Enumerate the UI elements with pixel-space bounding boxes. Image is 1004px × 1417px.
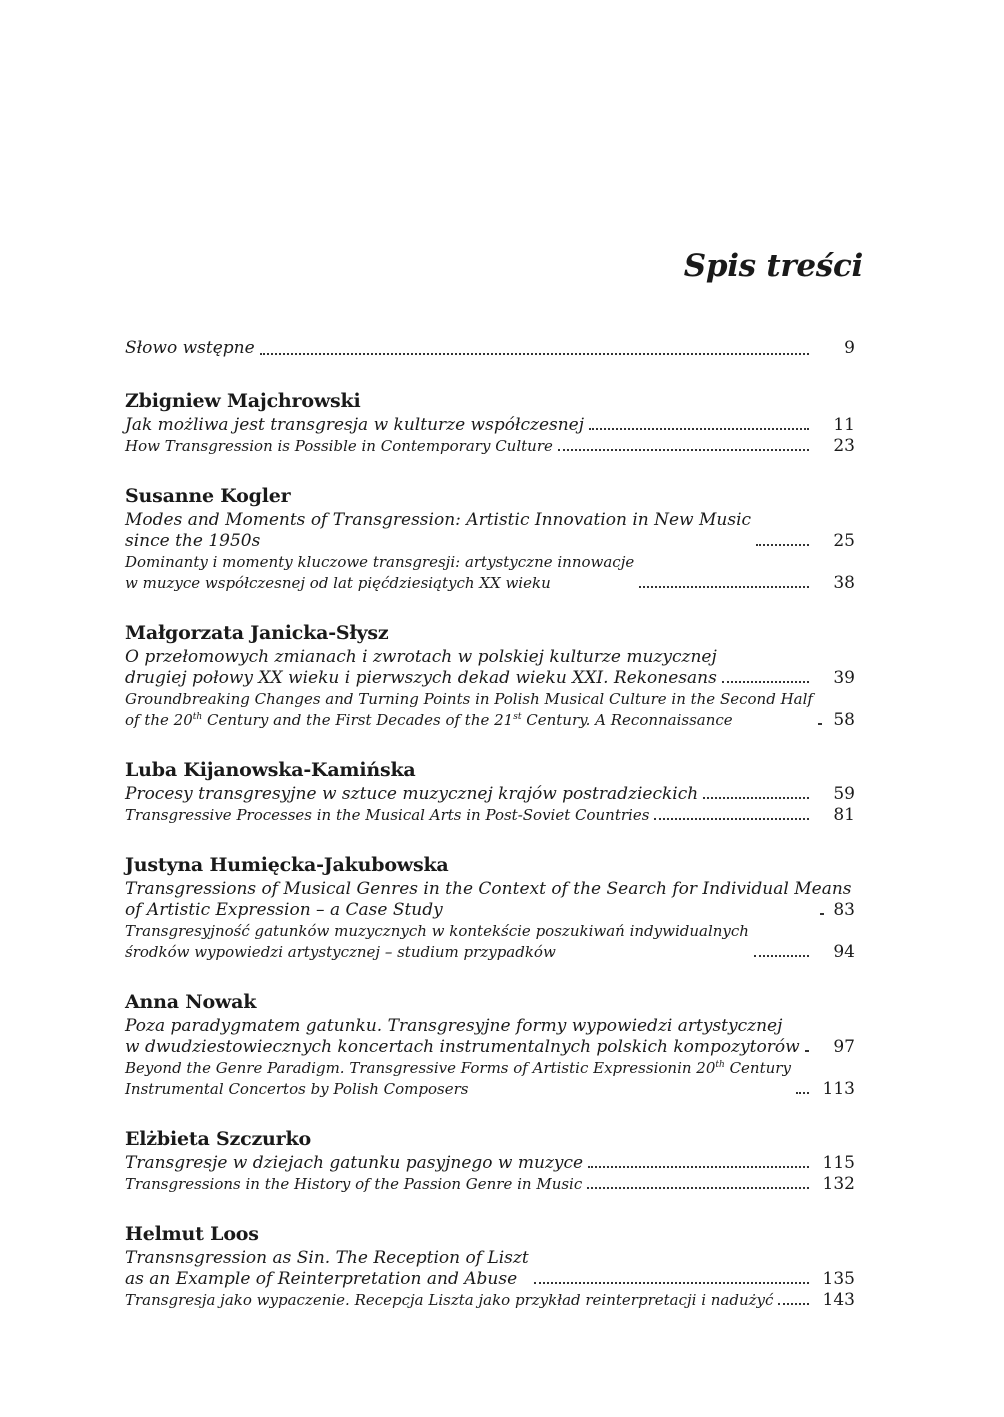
toc-entry-line: Jak możliwa jest transgresja w kulturze współczesnej [125, 415, 585, 435]
section-author: Anna Nowak [125, 991, 257, 1013]
toc-page-number: 9 [844, 338, 855, 358]
dot-leader [754, 955, 809, 957]
section-author: Luba Kijanowska-Kamińska [125, 759, 416, 781]
toc-entry[interactable] [125, 436, 855, 457]
toc-entry-title [125, 510, 751, 552]
toc-entry-line: Transgresja jako wypaczenie. Recepcja Liszta jako przykład reinterpretacji i nadużyć [125, 1291, 774, 1309]
dot-leader [587, 1187, 809, 1189]
toc-entry-title [125, 1058, 791, 1100]
section-author: Justyna Humięcka-Jakubowska [125, 854, 449, 876]
toc-entry-title [125, 784, 698, 805]
toc-entry-line: Transgressions in the History of the Passion Genre in Music [125, 1175, 583, 1193]
toc-entry-title [125, 1290, 773, 1311]
toc-section [125, 1125, 855, 1195]
toc-entry-line: Transnsgression as Sin. The Reception of Liszt [125, 1248, 529, 1268]
toc-entry-line: środków wypowiedzi artystycznej – studium przypadków [125, 943, 556, 961]
toc-section [125, 1220, 855, 1311]
dot-leader [558, 449, 809, 451]
toc-section [125, 988, 855, 1100]
toc-page-number: 97 [833, 1037, 855, 1057]
toc-entry[interactable] [125, 1248, 855, 1290]
toc-entry[interactable] [125, 647, 855, 689]
section-author: Elżbieta Szczurko [125, 1128, 311, 1150]
page-title: Spis treści [683, 248, 863, 284]
toc-entry[interactable] [125, 879, 855, 921]
toc-page-number: 25 [833, 531, 855, 551]
toc-entry[interactable] [125, 1174, 855, 1195]
toc-entry-line: Dominanty i momenty kluczowe transgresji: artystyczne innowacje [125, 553, 635, 571]
dot-leader [588, 1166, 809, 1168]
toc-page-number: 38 [833, 573, 855, 593]
dot-leader [805, 1050, 809, 1052]
dot-leader [589, 428, 809, 430]
toc-intro [125, 335, 855, 361]
toc-page-number: 113 [822, 1079, 855, 1099]
toc-entry-line: Procesy transgresyjne w sztuce muzycznej krajów postradzieckich [125, 784, 699, 804]
toc-page-number: 59 [833, 784, 855, 804]
toc-section [125, 387, 855, 457]
toc-entry[interactable] [125, 335, 855, 361]
toc-entry-title [125, 1174, 582, 1195]
toc-page-number: 83 [833, 900, 855, 920]
toc-entry[interactable] [125, 510, 855, 552]
section-author: Małgorzata Janicka-Słysz [125, 622, 389, 644]
toc-entry-title [125, 689, 813, 731]
toc-page-number: 115 [822, 1153, 855, 1173]
toc-page-number: 143 [822, 1290, 855, 1310]
toc-page-number: 58 [833, 710, 855, 730]
toc-entry-line: Transgressive Processes in the Musical Arts in Post-Soviet Countries [125, 806, 650, 824]
toc-entry-title [125, 647, 717, 689]
toc-entry-line: w dwudziestowiecznych koncertach instrumentalnych polskich kompozytorów [125, 1037, 800, 1057]
toc-entry-title [125, 415, 584, 436]
toc-entry-line: Transgresje w dziejach gatunku pasyjnego w muzyce [125, 1153, 584, 1173]
toc-entry-line: w muzyce współczesnej od lat pięćdziesiątych XX wieku [125, 574, 551, 592]
toc-entry-line: of Artistic Expression – a Case Study [125, 900, 443, 920]
toc-entry-line: Instrumental Concertos by Polish Composers [125, 1080, 469, 1098]
toc-section [125, 756, 855, 826]
toc-entry-line: Transgressions of Musical Genres in the Context of the Search for Individual Means [125, 879, 852, 899]
dot-leader [722, 681, 809, 683]
toc-entry-line: O przełomowych zmianach i zwrotach w polskiej kulturze muzycznej [125, 647, 717, 667]
table-of-contents [125, 335, 855, 1336]
dot-leader [796, 1092, 809, 1094]
toc-entry[interactable] [125, 1016, 855, 1058]
toc-entry-line: How Transgression is Possible in Contemporary Culture [125, 437, 553, 455]
toc-entry-line: Transgresyjność gatunków muzycznych w kontekście poszukiwań indywidualnych [125, 922, 749, 940]
toc-entry-line: of the 20th Century and the First Decades of the 21st Century. A Reconnaissance [125, 711, 733, 729]
toc-entry-title [125, 921, 749, 963]
dot-leader [639, 586, 809, 588]
section-author: Zbigniew Majchrowski [125, 390, 361, 412]
toc-entry-line: Beyond the Genre Paradigm. Transgressive Forms of Artistic Expressionin 20th Century [125, 1059, 791, 1077]
section-author: Helmut Loos [125, 1223, 259, 1245]
toc-entry-title [125, 1016, 800, 1058]
dot-leader [703, 797, 809, 799]
toc-entry-title [125, 1153, 583, 1174]
toc-entry-line: drugiej połowy XX wieku i pierwszych dekad wieku XXI. Rekonesans [125, 668, 717, 688]
dot-leader [654, 818, 809, 820]
toc-entry[interactable] [125, 415, 855, 436]
toc-entry-line: Modes and Moments of Transgression: Artistic Innovation in New Music [125, 510, 752, 530]
toc-entry-title [125, 335, 255, 361]
toc-page-number: 11 [833, 415, 855, 435]
toc-entry-title [125, 805, 649, 826]
toc-entry[interactable] [125, 1153, 855, 1174]
toc-entry-line: Słowo wstępne [125, 338, 255, 358]
section-author: Susanne Kogler [125, 485, 291, 507]
toc-page-number: 94 [833, 942, 855, 962]
toc-entry[interactable] [125, 1290, 855, 1311]
toc-entry[interactable] [125, 552, 855, 594]
toc-entry-title [125, 1248, 529, 1290]
toc-entry[interactable] [125, 805, 855, 826]
toc-section [125, 851, 855, 963]
toc-entry[interactable] [125, 921, 855, 963]
dot-leader [260, 353, 809, 355]
toc-page-number: 23 [833, 436, 855, 456]
toc-page-number: 132 [822, 1174, 855, 1194]
toc-entry-title [125, 552, 634, 594]
toc-section [125, 482, 855, 594]
toc-entry[interactable] [125, 784, 855, 805]
toc-section [125, 619, 855, 731]
toc-entry[interactable] [125, 689, 855, 731]
toc-entry-line: Poza paradygmatem gatunku. Transgresyjne formy wypowiedzi artystycznej [125, 1016, 783, 1036]
toc-entry-title [125, 436, 553, 457]
dot-leader [534, 1282, 809, 1284]
toc-entry[interactable] [125, 1058, 855, 1100]
toc-entry-line: Groundbreaking Changes and Turning Points in Polish Musical Culture in the Second Half [125, 690, 813, 708]
toc-entry-line: since the 1950s [125, 531, 261, 551]
toc-sections [125, 387, 855, 1311]
dot-leader [778, 1303, 809, 1305]
toc-page-number: 81 [833, 805, 855, 825]
toc-page-number: 39 [833, 668, 855, 688]
toc-entry-line: as an Example of Reinterpretation and Abuse [125, 1269, 518, 1289]
dot-leader [756, 544, 809, 546]
toc-page-number: 135 [822, 1269, 855, 1289]
